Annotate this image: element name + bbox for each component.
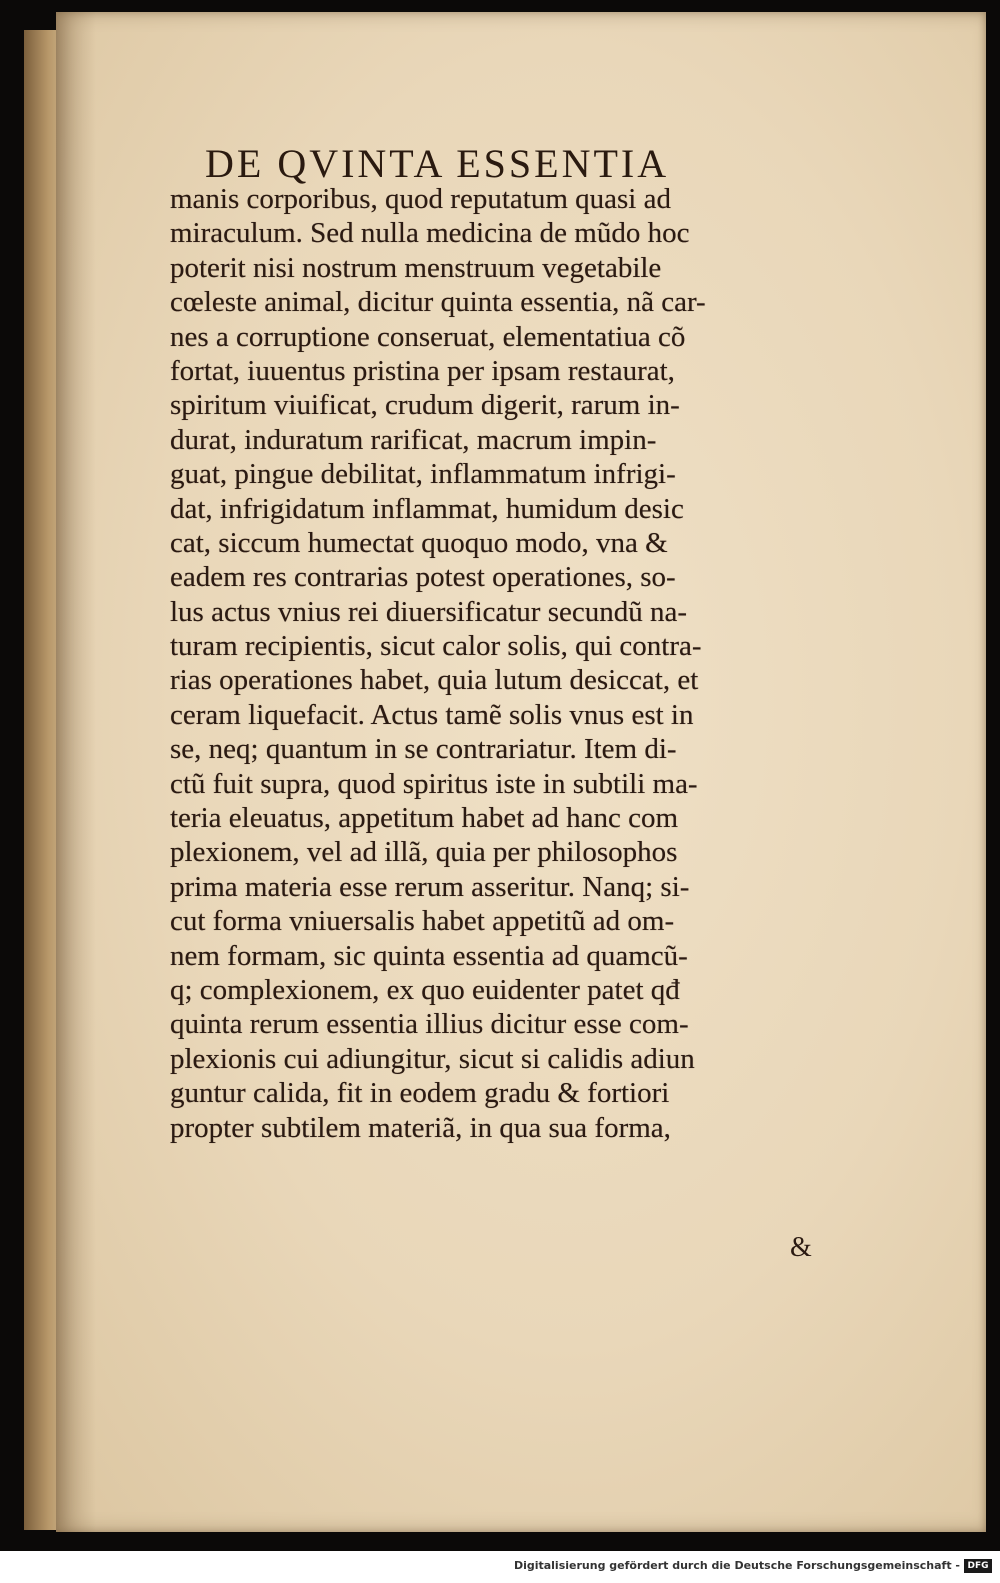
text-line: lus actus vnius rei diuersificatur secundũ na- bbox=[170, 595, 688, 628]
text-line: guat, pingue debilitat, inflammatum infrigi- bbox=[170, 458, 676, 491]
running-head: DE QVINTA ESSENTIA bbox=[205, 141, 670, 186]
text-line: eadem res contrarias potest operationes, so- bbox=[170, 561, 676, 594]
text-line: nem formam, sic quinta essentia ad quamcũ- bbox=[170, 939, 688, 972]
text-line: guntur calida, fit in eodem gradu & fortiori bbox=[170, 1077, 670, 1110]
text-line: fortat, iuuentus pristina per ipsam restaurat, bbox=[170, 354, 675, 387]
text-line: ctũ fuit supra, quod spiritus iste in subtili ma- bbox=[170, 767, 698, 800]
text-line: quinta rerum essentia illius dicitur esse com- bbox=[170, 1008, 689, 1041]
text-line: plexionem, vel ad illã, quia per philosophos bbox=[170, 836, 678, 869]
catchword: & bbox=[790, 1232, 812, 1263]
text-line: nes a corruptione conseruat, elementatiua cõ bbox=[170, 320, 686, 353]
text-line: teria eleuatus, appetitum habet ad hanc com bbox=[170, 802, 679, 835]
text-line: spiritum viuificat, crudum digerit, rarum in- bbox=[170, 389, 680, 422]
gutter-shadow bbox=[56, 12, 96, 1532]
text-block bbox=[170, 182, 830, 1145]
text-line: cœleste animal, dicitur quinta essentia, nã car- bbox=[170, 286, 706, 319]
text-line: poterit nisi nostrum menstruum vegetabile bbox=[170, 251, 662, 284]
text-line: prima materia esse rerum asseritur. Nanq; si- bbox=[170, 870, 690, 903]
text-line: dat, infrigidatum inflammat, humidum desic bbox=[170, 492, 684, 525]
text-line: propter subtilem materiã, in qua sua forma, bbox=[170, 1111, 671, 1144]
text-line: plexionis cui adiungitur, sicut si calidis adiun bbox=[170, 1042, 695, 1075]
funding-notice: Digitalisierung gefördert durch die Deutsche Forschungsgemeinschaft - bbox=[513, 1559, 960, 1572]
text-line: ceram liquefacit. Actus tamẽ solis vnus est in bbox=[170, 698, 694, 731]
text-line: cat, siccum humectat quoquo modo, vna & bbox=[170, 526, 668, 559]
text-line: q; complexionem, ex quo euidenter patet qđ bbox=[170, 973, 680, 1006]
text-line: se, neq; quantum in se contrariatur. Item di- bbox=[170, 733, 677, 766]
dfg-logo: DFG bbox=[964, 1559, 992, 1573]
text-line: manis corporibus, quod reputatum quasi ad bbox=[170, 183, 671, 215]
text-line: turam recipientis, sicut calor solis, qui contra- bbox=[170, 630, 702, 663]
text-line: miraculum. Sed nulla medicina de mũdo hoc bbox=[170, 217, 690, 250]
text-line: cut forma vniuersalis habet appetitũ ad om- bbox=[170, 905, 675, 938]
footer-bar bbox=[0, 1551, 1000, 1583]
text-line: durat, induratum rarificat, macrum impin- bbox=[170, 423, 657, 456]
text-line: rias operationes habet, quia lutum desiccat, et bbox=[170, 664, 699, 697]
